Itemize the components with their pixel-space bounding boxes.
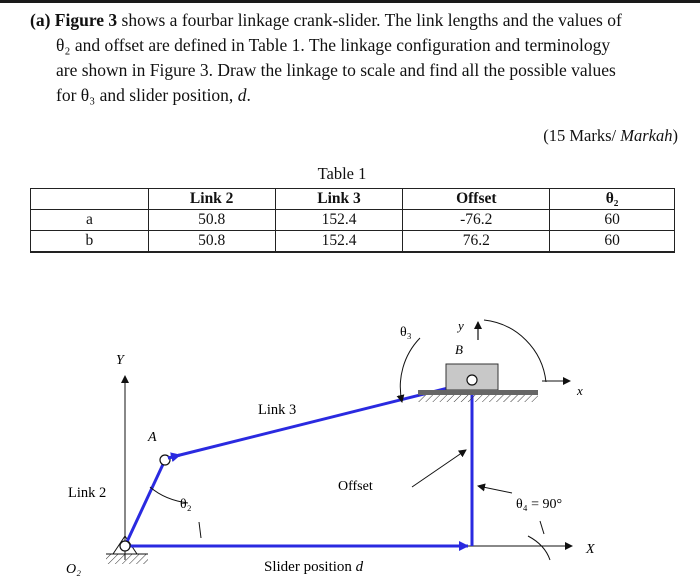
slider-position-label [264, 559, 364, 575]
link-3-label: Link 3 [258, 402, 297, 418]
problem-line-3: are shown in Figure 3. Draw the linkage to scale and find all the possible values [56, 60, 616, 80]
part-label: (a) [30, 10, 51, 30]
theta4-tick [540, 521, 544, 534]
marks-post: ) [672, 126, 678, 145]
point-A-label: A [148, 430, 157, 445]
table-caption: Table 1 [317, 164, 367, 183]
figure-ref: Figure 3 [54, 10, 118, 30]
link-2 [125, 460, 165, 546]
theta2-label: θ₂ [180, 497, 192, 512]
link-3-arrow [168, 455, 180, 458]
table-cell: a [31, 210, 149, 231]
X-axis-label: X [586, 542, 595, 557]
theta4-arc [528, 536, 550, 560]
O2-label: O₂ [66, 562, 81, 577]
header-cell: Link 3 [275, 189, 403, 210]
problem-line-2: θ₂ and offset are defined in Table 1. The linkage configuration and terminology [56, 35, 611, 55]
offset-pointer-up [412, 450, 466, 487]
line-4-text: for θ₃ and slider position, [56, 85, 238, 105]
theta2-tick [199, 522, 201, 538]
table-cell: 60 [550, 231, 675, 253]
var-d: d [237, 85, 247, 105]
pin-B [467, 375, 477, 385]
ground-hatch [106, 554, 148, 564]
table-cell: 50.8 [148, 231, 275, 253]
header-cell: θ₂ [550, 189, 675, 210]
theta4-label: θ₄ = 90° [516, 497, 563, 512]
table-cell: -76.2 [403, 210, 550, 231]
offset-label: Offset [338, 479, 373, 494]
slider-x-label: x [577, 383, 583, 398]
point-B-label: B [455, 342, 463, 357]
theta3-arc-left [400, 338, 420, 402]
slider-position-text: Slider position [264, 559, 356, 575]
pivot-O2 [120, 541, 130, 551]
line-4-end: . [246, 85, 251, 105]
header-cell: Link 2 [148, 189, 275, 210]
table-cell: 76.2 [403, 231, 550, 253]
table-cell: 50.8 [148, 210, 275, 231]
header-cell: Offset [403, 189, 550, 210]
marks-italic: Markah [620, 126, 673, 145]
slider-y-label: y [458, 318, 464, 333]
table-cell: 152.4 [275, 231, 403, 253]
table-cell: 60 [550, 210, 675, 231]
Y-axis-label: Y [116, 353, 124, 368]
marks-pre: (15 Marks/ [543, 126, 621, 145]
slider-guide-hatch [418, 395, 538, 402]
line-1-text: shows a fourbar linkage crank-slider. The link lengths and the values of [117, 10, 622, 30]
slider-guide [418, 390, 538, 395]
link-2-label: Link 2 [68, 485, 107, 501]
table-cell: 152.4 [275, 210, 403, 231]
theta3-label: θ₃ [400, 325, 412, 340]
slider-position-var: d [355, 559, 364, 575]
offset-pointer-right [478, 486, 512, 493]
table-cell: b [31, 231, 149, 253]
